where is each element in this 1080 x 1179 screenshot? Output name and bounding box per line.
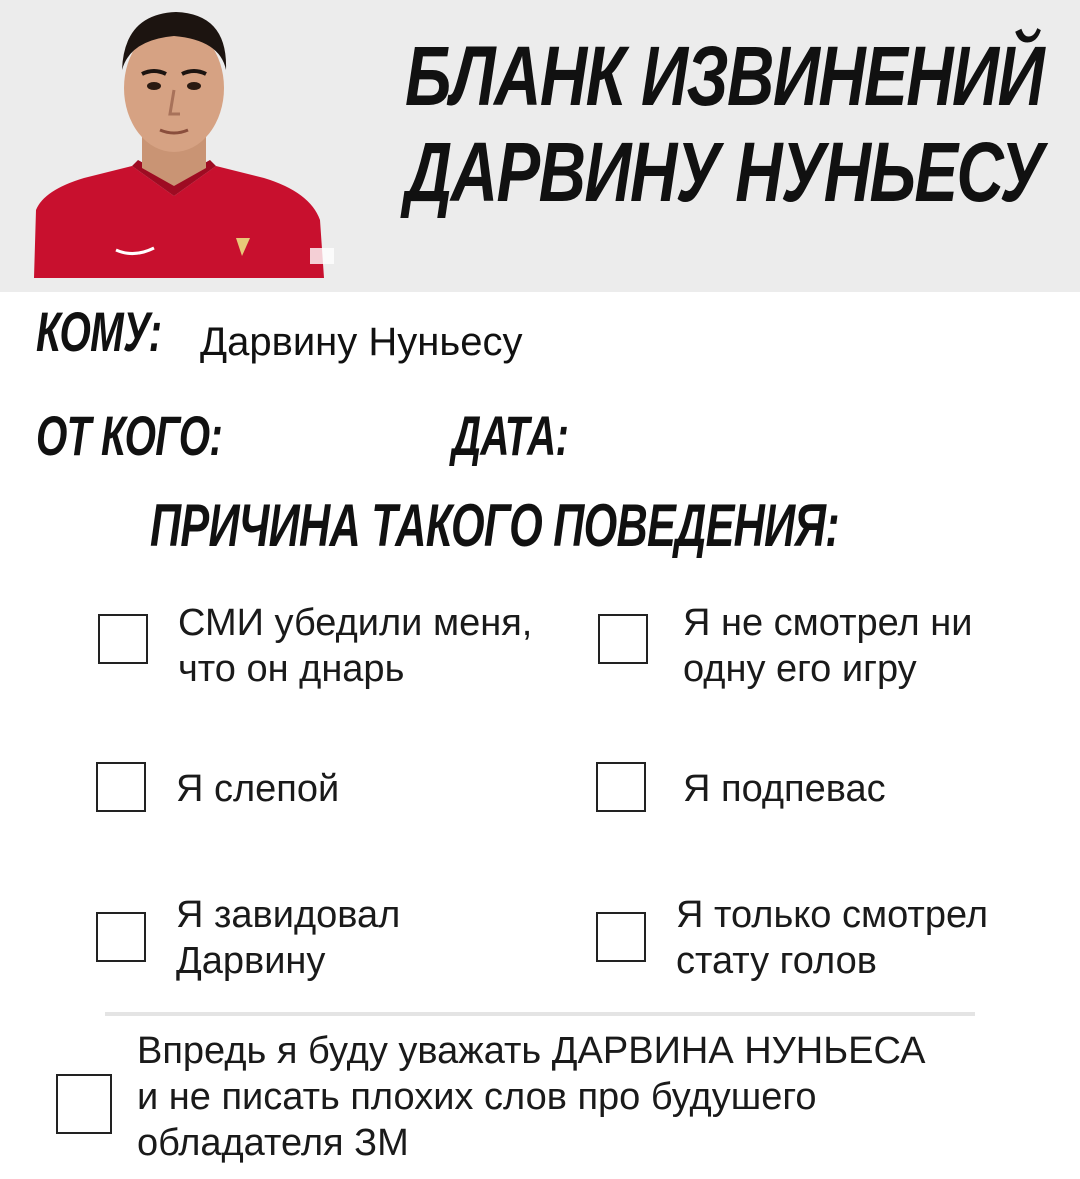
- title-line-1: БЛАНК ИЗВИНЕНИЙ: [405, 29, 1044, 123]
- option-bandwagon: Я подпевас: [683, 768, 886, 810]
- checkbox-blind[interactable]: [96, 762, 146, 812]
- player-photo: [24, 0, 344, 278]
- to-label: КОМУ:: [36, 300, 162, 363]
- form-title: [405, 28, 1044, 220]
- checkbox-media[interactable]: [98, 614, 148, 664]
- checkbox-envied[interactable]: [96, 912, 146, 962]
- option-media: СМИ убедили меня, что он днарь: [178, 602, 533, 690]
- header-banner: [0, 0, 1080, 292]
- date-label: ДАТА:: [452, 404, 569, 467]
- reason-label: ПРИЧИНА ТАКОГО ПОВЕДЕНИЯ:: [150, 492, 839, 559]
- checkbox-bandwagon[interactable]: [596, 762, 646, 812]
- checkbox-goal-stats[interactable]: [596, 912, 646, 962]
- option-envied: Я завидовал Дарвину: [176, 894, 401, 982]
- checkbox-pledge[interactable]: [56, 1074, 112, 1134]
- to-value: Дарвину Нуньесу: [200, 320, 523, 364]
- option-goal-stats: Я только смотрел стату голов: [676, 894, 988, 982]
- checkbox-not-watched[interactable]: [598, 614, 648, 664]
- pledge-text: Впредь я буду уважать ДАРВИНА НУНЬЕСА и не писать плохих слов про будушего обладателя ЗМ: [137, 1030, 926, 1164]
- divider: [105, 1012, 975, 1016]
- option-not-watched: Я не смотрел ни одну его игру: [683, 602, 973, 690]
- option-blind: Я слепой: [176, 768, 340, 810]
- title-line-2: ДАРВИНУ НУНЬЕСУ: [405, 125, 1043, 219]
- from-label: ОТ КОГО:: [36, 404, 223, 467]
